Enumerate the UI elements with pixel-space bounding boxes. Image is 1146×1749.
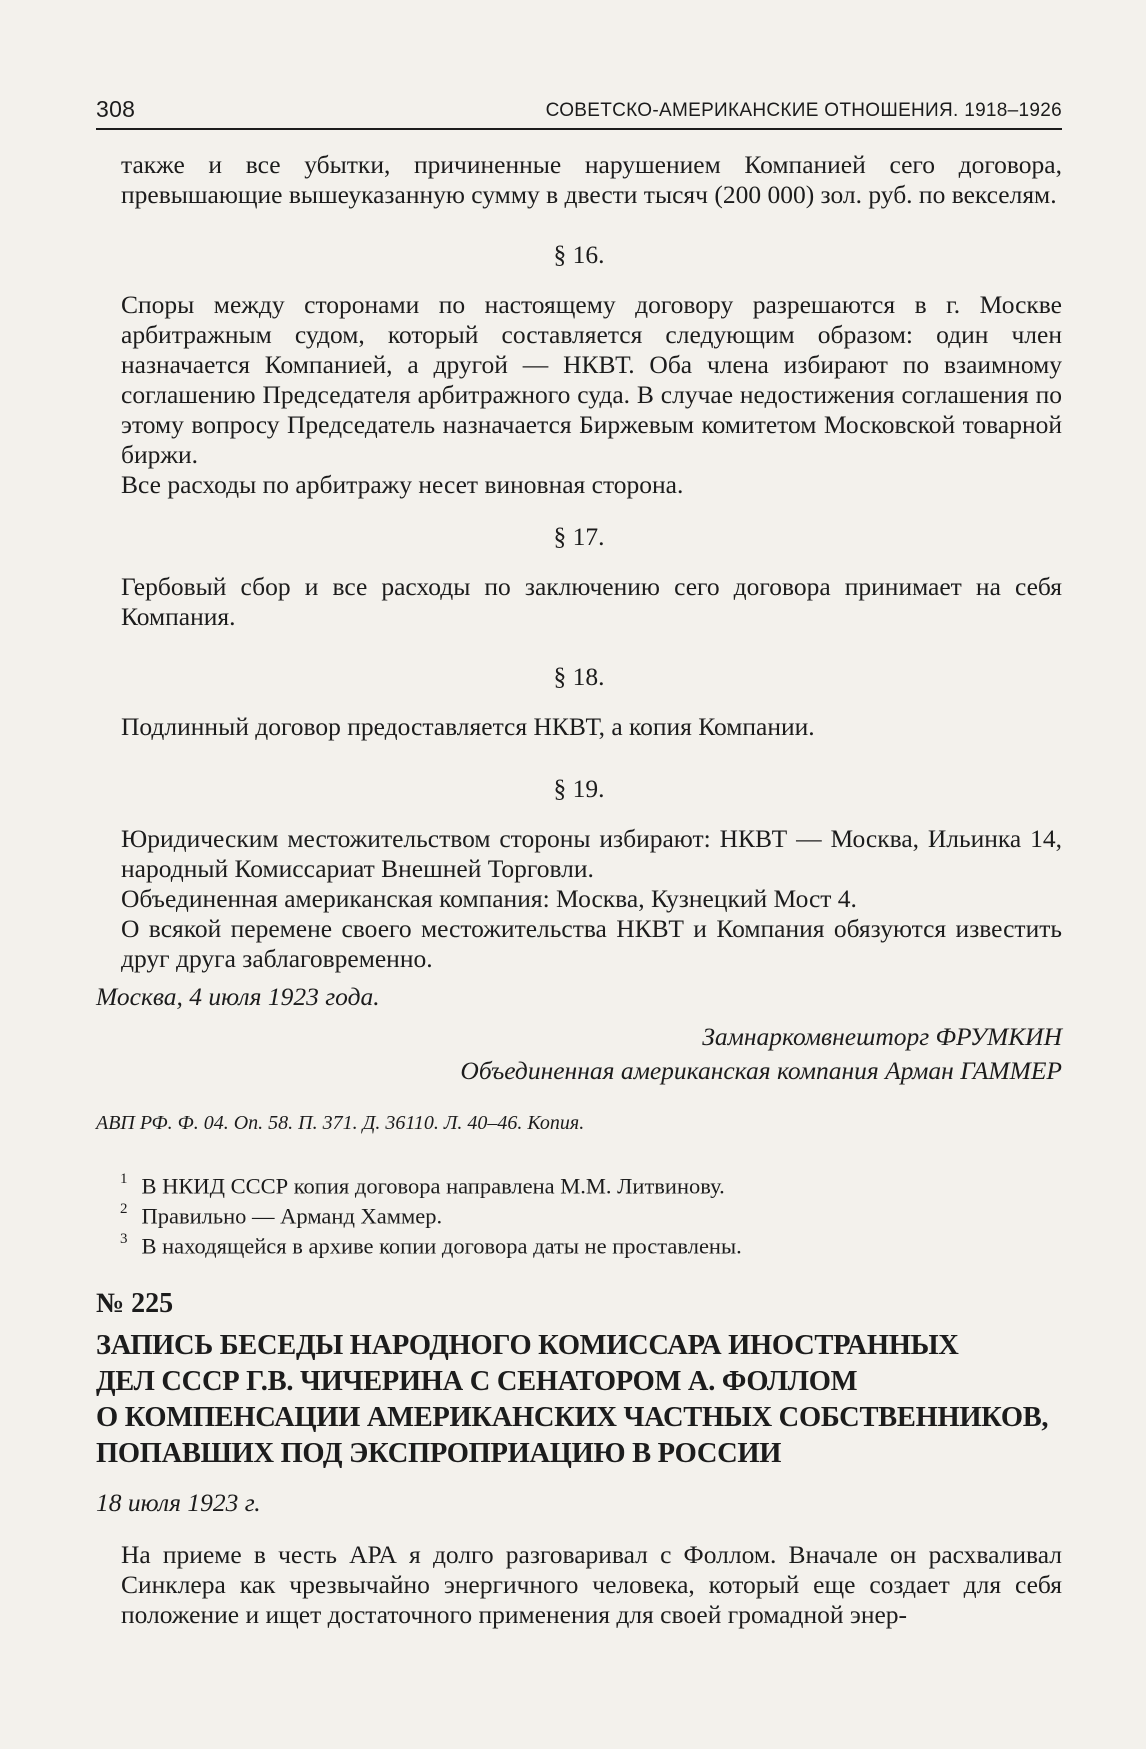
section-16-paragraph-1: Споры между сторонами по настоящему договору разрешаются в г. Москве арбитражным судом, который составляется следующим образом: один член назначается Компанией, а другой — НКВТ. Оба члена избирают по взаимному соглашению Председателя арбитражного суда. В случае недостижения соглашения по этому вопросу Председатель назначается Биржевым комитетом Московской товарной биржи. [121, 290, 1062, 469]
running-title: СОВЕТСКО-АМЕРИКАНСКИЕ ОТНОШЕНИЯ. 1918–1926 [545, 100, 1062, 121]
section-16-heading: § 16. [553, 240, 605, 269]
section-16-body [121, 290, 1062, 500]
document-title-line-2: ДЕЛ СССР Г.В. ЧИЧЕРИНА С СЕНАТОРОМ А. ФОЛЛОМ [96, 1366, 858, 1397]
section-16-paragraph-2: Все расходы по арбитражу несет виновная сторона. [121, 470, 684, 499]
document-body: На приеме в честь АРА я долго разговаривал с Фоллом. Вначале он расхваливал Синклера как чрезвычайно энергичного человека, который еще создает для себя положение и ищет достаточного применения для своей громадной энер- [121, 1540, 1062, 1629]
footnote-2: $^2$ Правильно — Арманд Хаммер. [120, 1201, 443, 1229]
section-18-paragraph-1: Подлинный договор предоставляется НКВТ, а копия Компании. [121, 712, 815, 741]
signature-frumkin: Замнаркомвнешторг ФРУМКИН [702, 1022, 1062, 1051]
section-19-paragraph-2: Объединенная американская компания: Москва, Кузнецкий Мост 4. [121, 884, 857, 913]
section-17-heading: § 17. [553, 522, 605, 551]
section-18-heading: § 18. [553, 662, 605, 691]
signature-hammer: Объединенная американская компания Арман ГАММЕР [460, 1056, 1062, 1085]
footnote-1: $^1$ В НКИД СССР копия договора направлена М.М. Литвинову. [120, 1171, 725, 1199]
section-19-paragraph-3: О всякой перемене своего местожительства НКВТ и Компания обязуются известить друг друга заблаговременно. [121, 914, 1062, 973]
document-date: 18 июля 1923 г. [96, 1488, 261, 1517]
section-19-heading: § 19. [553, 774, 605, 803]
section-17-body [121, 572, 1062, 632]
continuation-paragraph: также и все убытки, причиненные нарушением Компанией сего договора, превышающие вышеуказанную сумму в двести тысяч (200 000) зол. руб. по векселям. [121, 150, 1062, 209]
document-title [96, 1328, 1076, 1472]
place-and-date: Москва, 4 июля 1923 года. [96, 982, 380, 1011]
document-title-line-4: ПОПАВШИХ ПОД ЭКСПРОПРИАЦИЮ В РОССИИ [96, 1438, 782, 1469]
section-17-paragraph-1: Гербовый сбор и все расходы по заключению сего договора принимает на себя Компания. [121, 572, 1062, 631]
document-title-line-1: ЗАПИСЬ БЕСЕДЫ НАРОДНОГО КОМИССАРА ИНОСТРАННЫХ [96, 1330, 959, 1361]
section-19-body [121, 824, 1062, 974]
section-18-body [121, 712, 1062, 742]
page-number: 308 [96, 96, 136, 122]
footnote-3: $^3$ В находящейся в архиве копии договора даты не проставлены. [120, 1231, 742, 1259]
archive-reference: АВП РФ. Ф. 04. Оп. 58. П. 371. Д. 36110. Л. 40–46. Копия. [96, 1112, 585, 1134]
document-number: № 225 [96, 1288, 174, 1319]
document-title-line-3: О КОМПЕНСАЦИИ АМЕРИКАНСКИХ ЧАСТНЫХ СОБСТВЕННИКОВ, [96, 1402, 1049, 1433]
section-19-paragraph-1: Юридическим местожительством стороны избирают: НКВТ — Москва, Ильинка 14, народный Комиссариат Внешней Торговли. [121, 824, 1062, 883]
header-rule [96, 128, 1062, 130]
